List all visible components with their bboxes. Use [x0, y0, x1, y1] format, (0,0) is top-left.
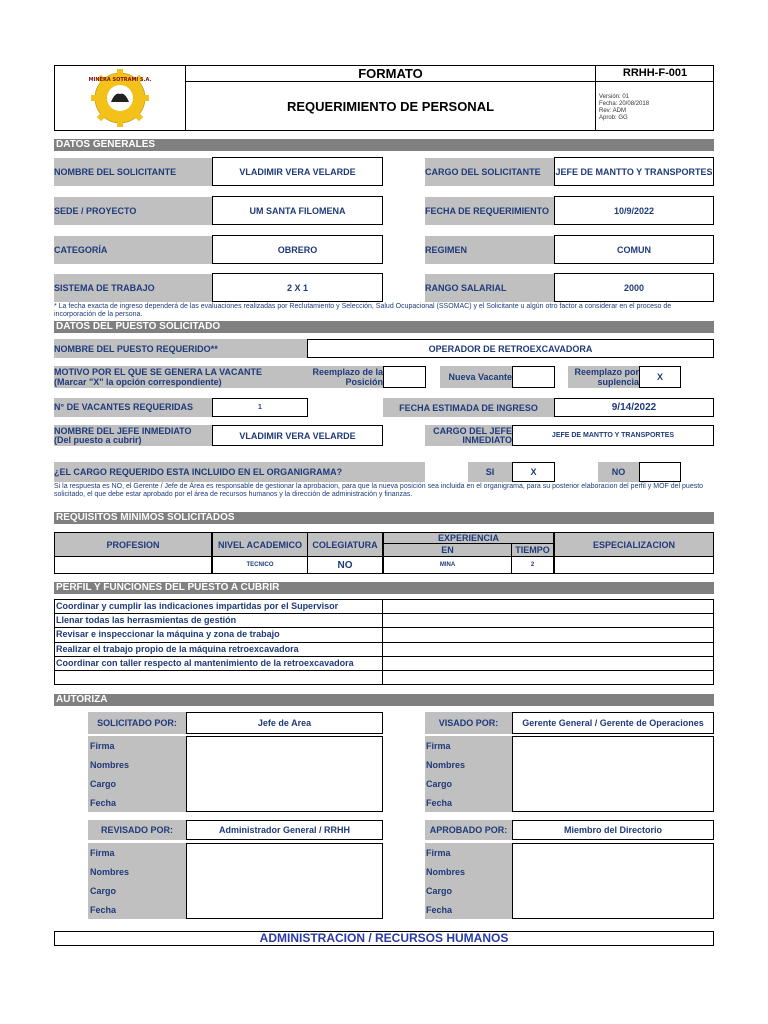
aprobado-label: APROBADO POR: — [425, 820, 512, 840]
fecha-requerimiento-field[interactable]: 10/9/2022 — [554, 196, 714, 225]
nueva-vacante-label: Nueva Vacante — [440, 366, 512, 388]
col-experiencia-en: EN — [383, 543, 512, 557]
rango-salarial-label: RANGO SALARIAL — [425, 274, 554, 302]
form-code: RRHH-F-001 — [596, 65, 714, 82]
col-profesion: PROFESION — [54, 532, 212, 557]
jefe-inmediato-subtitle: (Del puesto a cubrir) — [54, 434, 142, 445]
cargo-solicitante-label: CARGO DEL SOLICITANTE — [425, 158, 554, 186]
organigrama-label: ¿EL CARGO REQUERIDO ESTA INCLUIDO EN EL ORGANIGRAMA? — [54, 462, 425, 482]
revisado-signature-box[interactable] — [186, 843, 383, 919]
revisado-fecha-label: Fecha — [90, 905, 117, 915]
formato-title: FORMATO — [186, 65, 596, 82]
visado-field[interactable]: Gerente General / Gerente de Operaciones — [512, 712, 714, 734]
col-nivel-academico: NIVEL ACADEMICO — [212, 532, 308, 557]
profesion-value[interactable] — [54, 556, 212, 574]
perfil-item-extra[interactable] — [382, 656, 714, 671]
organigrama-note: Si la respuesta es NO, el Gerente / Jefe de Área es responsable de gestionar la aprobacion, para que la nueva posición sea incluida en el organigrama, para su posterior elaboracion del perfil y MOF del puesto solicitado, el que debe estar aprobado por el área de recursos humanos y la dirección de administración y finanzas. — [54, 483, 704, 498]
sistema-trabajo-field[interactable]: 2 X 1 — [212, 273, 383, 302]
reemplazo-suplencia-checkbox[interactable]: X — [639, 366, 681, 388]
reemplazo-suplencia-label: Reemplazo por suplencia — [568, 366, 639, 388]
solicitado-cargo-label: Cargo — [90, 779, 117, 789]
solicitado-fecha-label: Fecha — [90, 798, 117, 808]
solicitado-nombres-label: Nombres — [90, 760, 130, 770]
visado-cargo-label: Cargo — [426, 779, 453, 789]
motivo-title: MOTIVO POR EL QUE SE GENERA LA VACANTE — [54, 367, 263, 377]
form-title: REQUERIMIENTO DE PERSONAL — [186, 82, 596, 131]
fecha-requerimiento-label: FECHA DE REQUERIMIENTO — [425, 197, 554, 225]
visado-nombres-label: Nombres — [426, 760, 466, 770]
perfil-item-extra[interactable] — [382, 642, 714, 657]
perfil-item[interactable]: Llenar todas las herrasmientas de gestión — [54, 613, 383, 628]
cargo-solicitante-field[interactable]: JEFE DE MANTTO Y TRANSPORTES — [554, 157, 714, 186]
meta-fecha: Fecha: 20/08/2018 — [599, 101, 650, 107]
organigrama-no-label: NO — [598, 462, 639, 482]
solicitado-field[interactable]: Jefe de Area — [186, 712, 383, 734]
aprobado-cargo-label: Cargo — [426, 886, 453, 896]
company-logo-icon — [80, 68, 160, 128]
section-autoriza: AUTORIZA — [54, 694, 714, 706]
meta-aprob: Aprob: GG — [599, 115, 628, 121]
vacantes-label: N° DE VACANTES REQUERIDAS — [54, 398, 212, 417]
visado-fecha-label: Fecha — [426, 798, 453, 808]
experiencia-tiempo-value[interactable]: 2 — [511, 556, 554, 574]
motivo-subtitle: (Marcar "X" la opción correspondiente) — [54, 377, 222, 387]
sede-label: SEDE / PROYECTO — [54, 197, 212, 225]
solicitado-firma-label: Firma — [90, 741, 115, 751]
col-experiencia: EXPERIENCIA — [383, 532, 554, 544]
motivo-label — [54, 366, 307, 388]
cargo-jefe-label: CARGO DEL JEFE INMEDIATO — [425, 425, 512, 446]
section-datos-generales: DATOS GENERALES — [54, 139, 714, 151]
sede-field[interactable]: UM SANTA FILOMENA — [212, 196, 383, 225]
section-requisitos: REQUISITOS MINIMOS SOLICITADOS — [54, 512, 714, 524]
visado-label: VISADO POR: — [425, 712, 512, 734]
reemplazo-posicion-checkbox[interactable] — [383, 366, 426, 388]
perfil-item[interactable]: Realizar el trabajo propio de la máquina retroexcavadora — [54, 642, 383, 657]
rango-salarial-field[interactable]: 2000 — [554, 273, 714, 302]
solicitado-label: SOLICITADO POR: — [88, 712, 186, 734]
aprobado-signature-box[interactable] — [512, 843, 714, 919]
experiencia-en-value[interactable]: MINA — [383, 556, 512, 574]
fecha-ingreso-label: FECHA ESTIMADA DE INGRESO — [383, 398, 554, 417]
revisado-firma-label: Firma — [90, 848, 115, 858]
section-datos-puesto: DATOS DEL PUESTO SOLICITADO — [54, 321, 714, 333]
logo-cell — [54, 65, 186, 131]
jefe-inmediato-field[interactable]: VLADIMIR VERA VELARDE — [212, 425, 383, 446]
nombre-puesto-field[interactable]: OPERADOR DE RETROEXCAVADORA — [307, 339, 714, 358]
nueva-vacante-checkbox[interactable] — [512, 366, 555, 388]
meta-rev: Rev: ADM — [599, 108, 627, 114]
fecha-ingreso-field[interactable]: 9/14/2022 — [554, 398, 714, 417]
cargo-jefe-field[interactable]: JEFE DE MANTTO Y TRANSPORTES — [512, 425, 714, 446]
sistema-trabajo-label: SISTEMA DE TRABAJO — [54, 274, 212, 302]
datos-generales-note: * La fecha exacta de ingreso dependerá de las evaluaciones realizadas por Reclutamiento y Selección, Salud Ocupacional (SSOMAC) y el Solicitante u algún otro factor a considerar en el proceso de incorporación de la persona. — [54, 303, 672, 318]
jefe-inmediato-label — [54, 425, 212, 446]
visado-signature-box[interactable] — [512, 736, 714, 812]
organigrama-si-label: SI — [468, 462, 512, 482]
section-perfil: PERFIL Y FUNCIONES DEL PUESTO A CUBRIR — [54, 582, 714, 594]
footer-department: ADMINISTRACION / RECURSOS HUMANOS — [54, 931, 714, 946]
nombre-solicitante-field[interactable]: VLADIMIR VERA VELARDE — [212, 157, 383, 186]
revisado-cargo-label: Cargo — [90, 886, 117, 896]
organigrama-no-checkbox[interactable] — [639, 462, 681, 482]
revisado-nombres-label: Nombres — [90, 867, 130, 877]
perfil-item[interactable]: Revisar e inspeccionar la máquina y zona de trabajo — [54, 627, 383, 642]
svg-text:MINERA SOTRAMI S.A.: MINERA SOTRAMI S.A. — [88, 77, 152, 83]
aprobado-nombres-label: Nombres — [426, 867, 466, 877]
perfil-item[interactable] — [54, 670, 383, 685]
col-experiencia-tiempo: TIEMPO — [511, 543, 554, 557]
reemplazo-posicion-label: Reemplazo de la Posición — [307, 366, 383, 388]
visado-firma-label: Firma — [426, 741, 451, 751]
nivel-academico-value[interactable]: TECNICO — [212, 556, 308, 574]
categoria-label: CATEGORÍA — [54, 236, 212, 264]
jefe-inmediato-title: NOMBRE DEL JEFE INMEDIATO — [54, 425, 192, 436]
categoria-field[interactable]: OBRERO — [212, 235, 383, 264]
col-especializacion: ESPECIALIZACION — [554, 532, 714, 557]
perfil-item-extra[interactable] — [382, 627, 714, 642]
solicitado-signature-box[interactable] — [186, 736, 383, 812]
col-colegiatura: COLEGIATURA — [307, 532, 383, 557]
aprobado-field[interactable]: Miembro del Directorio — [512, 820, 714, 840]
regimen-label: REGIMEN — [425, 236, 554, 264]
aprobado-fecha-label: Fecha — [426, 905, 453, 915]
aprobado-firma-label: Firma — [426, 848, 451, 858]
revisado-label: REVISADO POR: — [88, 820, 186, 840]
nombre-puesto-label: NOMBRE DEL PUESTO REQUERIDO** — [54, 339, 307, 358]
perfil-item-extra[interactable] — [382, 613, 714, 628]
perfil-item-extra[interactable] — [382, 599, 714, 614]
perfil-item[interactable]: Coordinar y cumplir las indicaciones impartidas por el Supervisor — [54, 599, 383, 614]
perfil-item[interactable]: Coordinar con taller respecto al mantenimiento de la retroexcavadora — [54, 656, 383, 671]
revisado-field[interactable]: Administrador General / RRHH — [186, 820, 383, 840]
form-meta — [599, 94, 649, 122]
perfil-item-extra[interactable] — [382, 670, 714, 685]
vacantes-field[interactable]: 1 — [212, 398, 308, 417]
meta-version: Versión: 01 — [599, 94, 630, 100]
colegiatura-value[interactable]: NO — [307, 556, 383, 574]
nombre-solicitante-label: NOMBRE DEL SOLICITANTE — [54, 158, 212, 186]
regimen-field[interactable]: COMUN — [554, 235, 714, 264]
organigrama-si-checkbox[interactable]: X — [512, 462, 555, 482]
especializacion-value[interactable] — [554, 556, 714, 574]
